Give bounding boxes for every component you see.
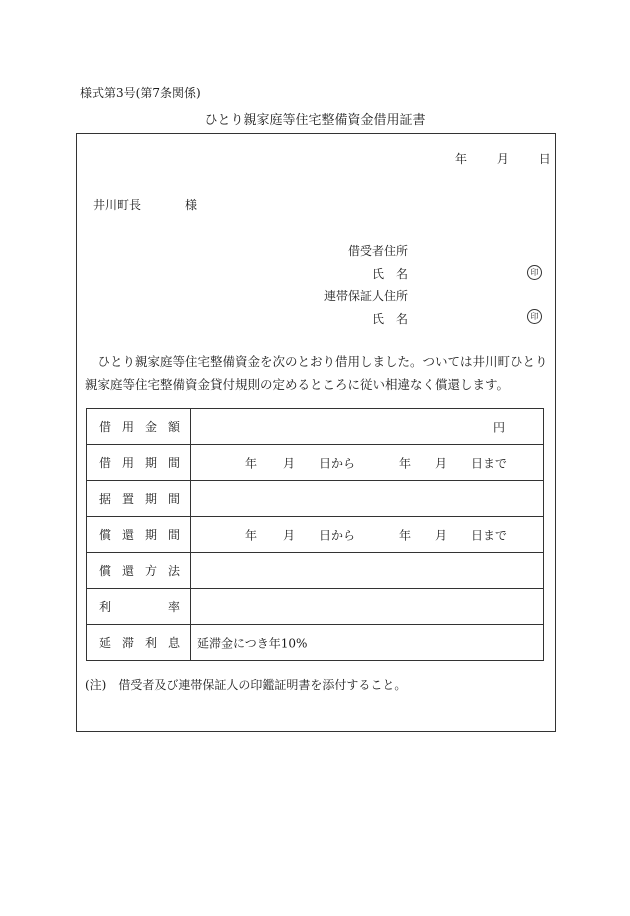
loan-period-field[interactable] (191, 445, 544, 481)
table-row (87, 589, 544, 625)
date-day: 日 (538, 152, 551, 166)
date-year: 年 (455, 152, 468, 166)
table-row (87, 481, 544, 517)
repay-period-day-from: 日から (319, 528, 356, 542)
date-month: 月 (496, 152, 509, 166)
loan-period-year-from: 年 (245, 456, 258, 470)
table-row (87, 625, 544, 661)
loan-period-day-from: 日から (319, 456, 356, 470)
loan-period-label: 借用期間 (99, 456, 180, 470)
repay-period-month-to: 月 (435, 528, 448, 542)
guarantor-address-label: 連帯保証人住所 (324, 289, 409, 303)
repay-period-month-from: 月 (283, 528, 296, 542)
table-row (87, 553, 544, 589)
addressee-honorific: 様 (185, 198, 198, 212)
table-row (87, 409, 544, 445)
guarantor-name-label: 氏 名 (372, 312, 409, 326)
loan-period-year-to: 年 (399, 456, 412, 470)
interest-rate-field[interactable] (191, 589, 544, 625)
repay-method-field[interactable] (191, 553, 544, 589)
borrower-name-label: 氏 名 (372, 267, 409, 281)
loan-amount-label: 借用金額 (99, 420, 180, 434)
loan-amount-field[interactable] (191, 409, 544, 445)
repay-period-field[interactable] (191, 517, 544, 553)
borrower-seal-icon: 印 (527, 265, 542, 280)
grace-period-field[interactable] (191, 481, 544, 517)
late-interest-field[interactable] (191, 625, 544, 661)
addressee-name: 井川町長 (93, 198, 142, 212)
late-interest-value: 延滞金につき年10% (197, 636, 308, 650)
grace-period-label: 据置期間 (99, 492, 180, 506)
form-number: 様式第3号(第7条関係) (80, 86, 201, 100)
repay-period-day-to: 日まで (471, 528, 508, 542)
loan-terms-table (86, 408, 544, 661)
repay-period-year-to: 年 (399, 528, 412, 542)
borrower-address-label: 借受者住所 (348, 244, 409, 258)
loan-period-month-to: 月 (435, 456, 448, 470)
note: (注) 借受者及び連帯保証人の印鑑証明書を添付すること。 (85, 678, 407, 692)
document-title: ひとり親家庭等住宅整備資金借用証書 (204, 113, 426, 128)
loan-amount-unit: 円 (493, 420, 506, 434)
repay-period-year-from: 年 (245, 528, 258, 542)
interest-rate-label: 利率 (99, 600, 180, 614)
late-interest-label: 延滞利息 (99, 636, 180, 650)
guarantor-seal-icon: 印 (527, 309, 542, 324)
table-row (87, 517, 544, 553)
table-row (87, 445, 544, 481)
addressee (93, 196, 197, 213)
date-line (455, 150, 551, 167)
repay-period-label: 償還期間 (99, 528, 180, 542)
repay-method-label: 償還方法 (99, 564, 180, 578)
loan-period-day-to: 日まで (471, 456, 508, 470)
body-paragraph: ひとり親家庭等住宅整備資金を次のとおり借用しました。ついては井川町ひとり親家庭等住宅整備資金貸付規則の定めるところに従い相違なく償還します。 (85, 354, 548, 392)
loan-period-month-from: 月 (283, 456, 296, 470)
